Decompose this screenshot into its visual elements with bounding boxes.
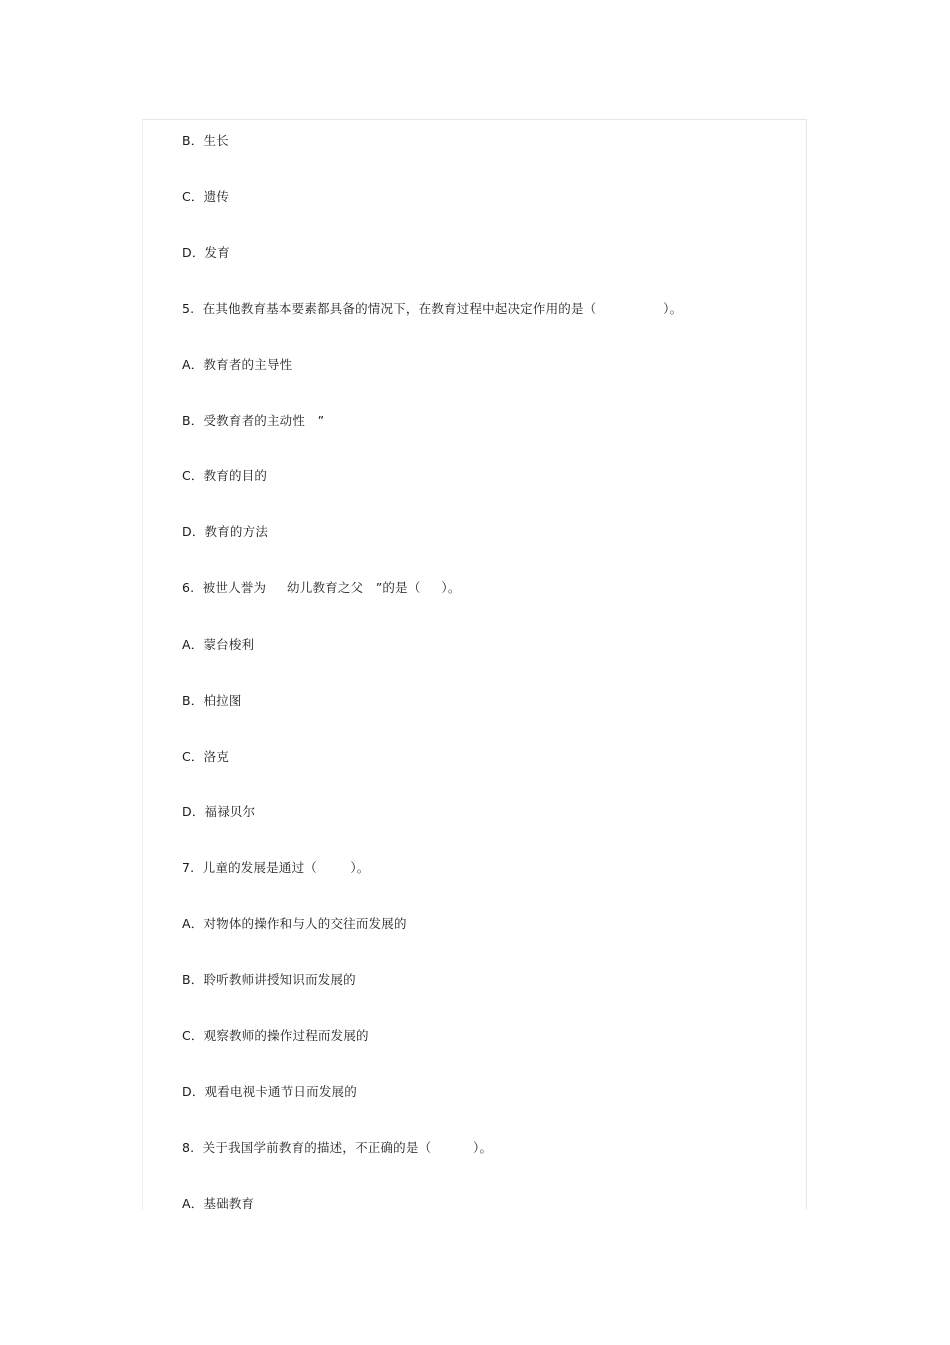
q6-option-b: B．柏拉图: [182, 693, 242, 708]
q7-option-a: A．对物体的操作和与人的交往而发展的: [182, 916, 407, 931]
question-5: 5. 在其他教育基本要素都具备的情况下，在教育过程中起决定作用的是（ ）。: [182, 301, 683, 316]
q8-option-a: A．基础教育: [182, 1196, 255, 1210]
q7-option-d: D．观看电视卡通节日而发展的: [182, 1084, 357, 1099]
q5-option-b: B．受教育者的主动性 ”: [182, 413, 325, 428]
option-b-growth: B．生长: [182, 133, 229, 148]
option-d-development: D．发育: [182, 245, 230, 260]
option-c-heredity: C．遗传: [182, 189, 230, 204]
q6-option-a: A．蒙台梭利: [182, 637, 255, 652]
document-page: [142, 119, 807, 1210]
question-8: 8. 关于我国学前教育的描述，不正确的是（ ）。: [182, 1140, 493, 1155]
q6-option-c: C．洛克: [182, 749, 230, 764]
question-6: 6. 被世人誉为 幼儿教育之父 ”的是（ ）。: [182, 580, 461, 595]
q5-option-a: A．教育者的主导性: [182, 357, 293, 372]
q7-option-c: C．观察教师的操作过程而发展的: [182, 1028, 369, 1043]
q6-option-d: D．福禄贝尔: [182, 804, 256, 819]
q5-option-d: D．教育的方法: [182, 524, 269, 539]
question-7: 7. 儿童的发展是通过（ ）。: [182, 860, 370, 875]
q7-option-b: B．聆听教师讲授知识而发展的: [182, 972, 356, 987]
q5-option-c: C．教育的目的: [182, 468, 268, 483]
